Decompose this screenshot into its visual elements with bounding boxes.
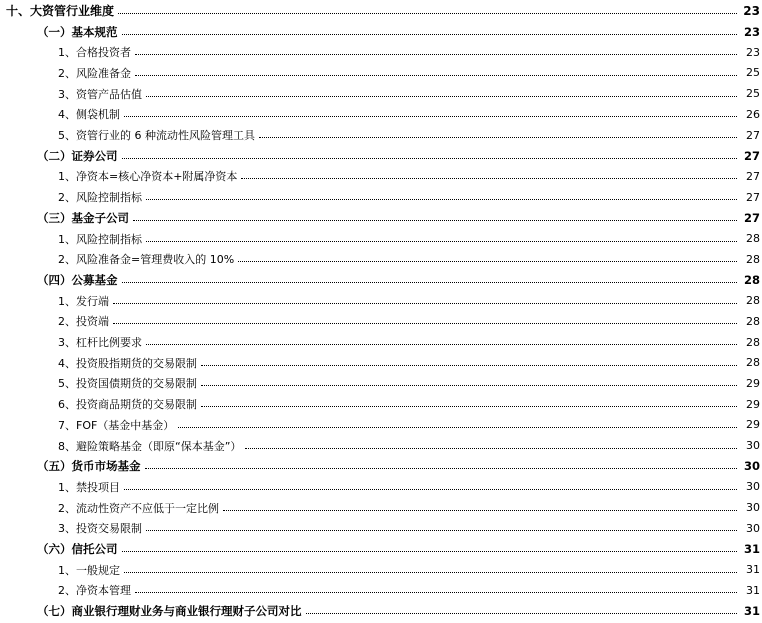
- toc-page-number: 28: [746, 356, 760, 370]
- toc-subsection-entry[interactable]: [0, 228, 762, 249]
- toc-entry-title: 3、投资交易限制: [58, 522, 142, 536]
- toc-page-number: 28: [746, 232, 760, 246]
- toc-entry-title: 2、风险准备金=管理费收入的 10%: [58, 253, 235, 267]
- toc-subsection-entry[interactable]: [0, 125, 762, 146]
- toc-entry-title: 5、资管行业的 6 种流动性风险管理工具: [58, 129, 255, 143]
- toc-entry-title: （五）货币市场基金: [37, 459, 141, 474]
- toc-entry-title: 1、禁投项目: [58, 480, 120, 494]
- toc-page-number: 30: [743, 459, 760, 474]
- toc-subsection-entry[interactable]: [0, 249, 762, 270]
- toc-entry-title: 4、侧袋机制: [58, 108, 120, 122]
- toc-subsection-entry[interactable]: [0, 187, 762, 208]
- toc-entry-title: 7、FOF（基金中基金）: [58, 418, 175, 432]
- toc-section-entry[interactable]: [0, 601, 762, 622]
- toc-dot-leader: [124, 571, 737, 573]
- toc-page-number: 31: [743, 542, 760, 557]
- toc-dot-leader: [135, 591, 737, 593]
- toc-entry-title: （一）基本规范: [37, 24, 118, 39]
- toc-subsection-entry[interactable]: [0, 104, 762, 125]
- toc-section-entry[interactable]: [0, 208, 762, 229]
- toc-page-number: 25: [746, 66, 760, 80]
- toc-page-number: 23: [743, 24, 760, 39]
- toc-entry-title: 4、投资股指期货的交易限制: [58, 356, 197, 370]
- toc-entry-title: （三）基金子公司: [37, 210, 129, 225]
- toc-subsection-entry[interactable]: [0, 435, 762, 456]
- toc-dot-leader: [201, 405, 737, 407]
- toc-page-number: 23: [743, 3, 760, 18]
- toc-entry-title: （六）信托公司: [37, 542, 118, 557]
- toc-dot-leader: [238, 260, 737, 262]
- toc-dot-leader: [201, 384, 737, 386]
- toc-section-entry[interactable]: [0, 21, 762, 42]
- toc-entry-title: 8、避险策略基金（即原“保本基金”）: [58, 439, 242, 453]
- toc-dot-leader: [201, 364, 737, 366]
- toc-dot-leader: [178, 426, 737, 428]
- toc-page-number: 30: [746, 521, 760, 535]
- toc-page-number: 27: [743, 148, 760, 163]
- toc-dot-leader: [135, 53, 737, 55]
- toc-entry-title: （七）商业银行理财业务与商业银行理财子公司对比: [37, 604, 302, 619]
- toc-page-number: 25: [746, 87, 760, 101]
- toc-entry-title: （二）证券公司: [37, 148, 118, 163]
- toc-subsection-entry[interactable]: [0, 580, 762, 601]
- toc-subsection-entry[interactable]: [0, 352, 762, 373]
- toc-dot-leader: [259, 136, 737, 138]
- toc-page-number: 26: [746, 107, 760, 121]
- toc-subsection-entry[interactable]: [0, 63, 762, 84]
- toc-subsection-entry[interactable]: [0, 394, 762, 415]
- toc-page-number: 28: [746, 314, 760, 328]
- toc-dot-leader: [122, 550, 738, 552]
- toc-entry-title: 1、净资本=核心净资本+附属净资本: [58, 170, 238, 184]
- toc-page-number: 23: [746, 45, 760, 59]
- toc-page-number: 31: [746, 563, 760, 577]
- toc-page-number: 31: [743, 604, 760, 619]
- toc-page-number: 30: [746, 439, 760, 453]
- toc-dot-leader: [245, 447, 737, 449]
- toc-entry-title: 2、流动性资产不应低于一定比例: [58, 501, 219, 515]
- toc-subsection-entry[interactable]: [0, 42, 762, 63]
- toc-section-entry[interactable]: [0, 539, 762, 560]
- toc-dot-leader: [122, 157, 738, 159]
- toc-page-number: 27: [746, 190, 760, 204]
- toc-entry-title: 2、风险控制指标: [58, 191, 142, 205]
- toc-dot-leader: [146, 343, 737, 345]
- toc-page-number: 27: [746, 169, 760, 183]
- toc-dot-leader: [113, 322, 737, 324]
- toc-page-number: 28: [746, 335, 760, 349]
- toc-section-entry[interactable]: [0, 270, 762, 291]
- toc-dot-leader: [122, 281, 738, 283]
- toc-subsection-entry[interactable]: [0, 290, 762, 311]
- toc-page-number: 27: [746, 128, 760, 142]
- toc-section-entry[interactable]: [0, 456, 762, 477]
- toc-subsection-entry[interactable]: [0, 166, 762, 187]
- toc-dot-leader: [118, 12, 737, 14]
- toc-entry-title: 3、资管产品估值: [58, 87, 142, 101]
- toc-subsection-entry[interactable]: [0, 373, 762, 394]
- toc-subsection-entry[interactable]: [0, 518, 762, 539]
- toc-subsection-entry[interactable]: [0, 332, 762, 353]
- toc-page-number: 31: [746, 583, 760, 597]
- toc-dot-leader: [146, 95, 737, 97]
- toc-entry-title: 1、发行端: [58, 294, 109, 308]
- toc-dot-leader: [241, 177, 737, 179]
- toc-dot-leader: [146, 529, 737, 531]
- toc-entry-title: 1、一般规定: [58, 563, 120, 577]
- toc-entry-title: 2、风险准备金: [58, 66, 131, 80]
- toc-page-number: 29: [746, 418, 760, 432]
- toc-page-number: 28: [746, 294, 760, 308]
- toc-entry-title: 2、投资端: [58, 315, 109, 329]
- toc-dot-leader: [124, 115, 737, 117]
- toc-dot-leader: [124, 488, 737, 490]
- toc-page-number: 29: [746, 397, 760, 411]
- toc-entry-title: （四）公募基金: [37, 272, 118, 287]
- toc-dot-leader: [306, 612, 738, 614]
- toc-subsection-entry[interactable]: [0, 497, 762, 518]
- toc-subsection-entry[interactable]: [0, 83, 762, 104]
- toc-page-number: 29: [746, 376, 760, 390]
- toc-entry-title: 5、投资国债期货的交易限制: [58, 377, 197, 391]
- toc-dot-leader: [135, 74, 737, 76]
- toc-entry-title: 3、杠杆比例要求: [58, 336, 142, 350]
- toc-subsection-entry[interactable]: [0, 559, 762, 580]
- toc-entry-title: 1、风险控制指标: [58, 232, 142, 246]
- toc-dot-leader: [146, 240, 737, 242]
- toc-chapter-entry[interactable]: [0, 1, 762, 22]
- toc-dot-leader: [113, 302, 737, 304]
- toc-page-number: 30: [746, 501, 760, 515]
- toc-page-number: 30: [746, 480, 760, 494]
- toc-subsection-entry[interactable]: [0, 311, 762, 332]
- toc-entry-title: 十、大资管行业维度: [6, 4, 115, 19]
- toc-dot-leader: [133, 219, 737, 221]
- toc-page-number: 28: [743, 272, 760, 287]
- toc-dot-leader: [145, 467, 738, 469]
- toc-entry-title: 2、净资本管理: [58, 584, 131, 598]
- toc-page-number: 27: [743, 210, 760, 225]
- toc-dot-leader: [146, 198, 737, 200]
- toc-section-entry[interactable]: [0, 145, 762, 166]
- toc-page-number: 28: [746, 252, 760, 266]
- toc-entry-title: 6、投资商品期货的交易限制: [58, 398, 197, 412]
- toc-dot-leader: [122, 33, 738, 35]
- toc-entry-title: 1、合格投资者: [58, 46, 131, 60]
- toc-dot-leader: [223, 509, 737, 511]
- toc-subsection-entry[interactable]: [0, 415, 762, 436]
- toc-subsection-entry[interactable]: [0, 477, 762, 498]
